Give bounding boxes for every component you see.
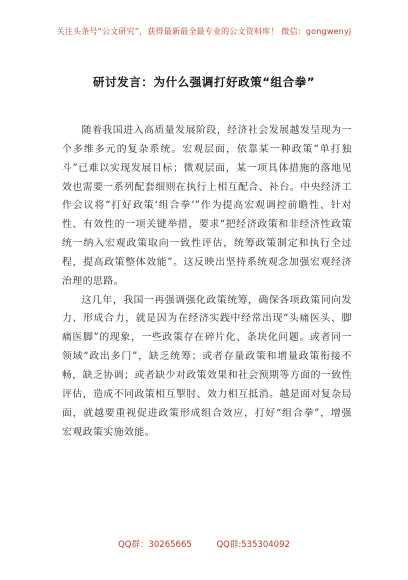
document-body: [62, 122, 352, 442]
footer: [0, 538, 408, 550]
footer-qq-group-1: QQ群：30265665: [118, 540, 192, 550]
header-note: 关注头条号“公文研究”，获得最新最全最专业的公文资料库！ 微信：gongwenyj: [56, 27, 352, 36]
paragraph-2: 这几年，我国一再强调强化政策统筹，确保各项政策同向发力、形成合力，就是因为在经济实践中经常出现“头痛医头、脚痛医脚”的现象，一些政策存在碎片化、条块化问题。或者同一领域“政出多门”，缺乏统筹；或者存量政策和增量政策衔接不畅，缺乏协调；或者缺少对政策效果和社会预期等方面的一致性评估，造成不同政策相互掣肘、效力相互抵消。越是面对复杂局面，就越要重视促进政策形成组合效应，打好“组合拳”，增强宏观政策实施效能。: [62, 294, 352, 438]
paragraph-1: 随着我国进入高质量发展阶段，经济社会发展越发呈现为一个多维多元的复杂系统。宏观层面，依靠某一种政策“单打独斗”已难以实现发展目标；微观层面，某一项具体措施的落地见效也需要一系列配套细则在执行上相互配合、补台。中央经济工作会议将“打好政策‘组合拳’”作为提高宏观调控前瞻性、针对性、有效性的一项关键举措，要求“把经济政策和非经济性政策统一纳入宏观政策取向一致性评估，统筹政策制定和执行全过程，提高政策整体效能”。这反映出坚持系统观念加强宏观经济治理的思路。: [62, 125, 352, 287]
document-title: 研讨发言：为什么强调打好政策“组合拳”: [92, 75, 315, 89]
footer-qq-group-2: QQ群:535304092: [216, 540, 290, 550]
